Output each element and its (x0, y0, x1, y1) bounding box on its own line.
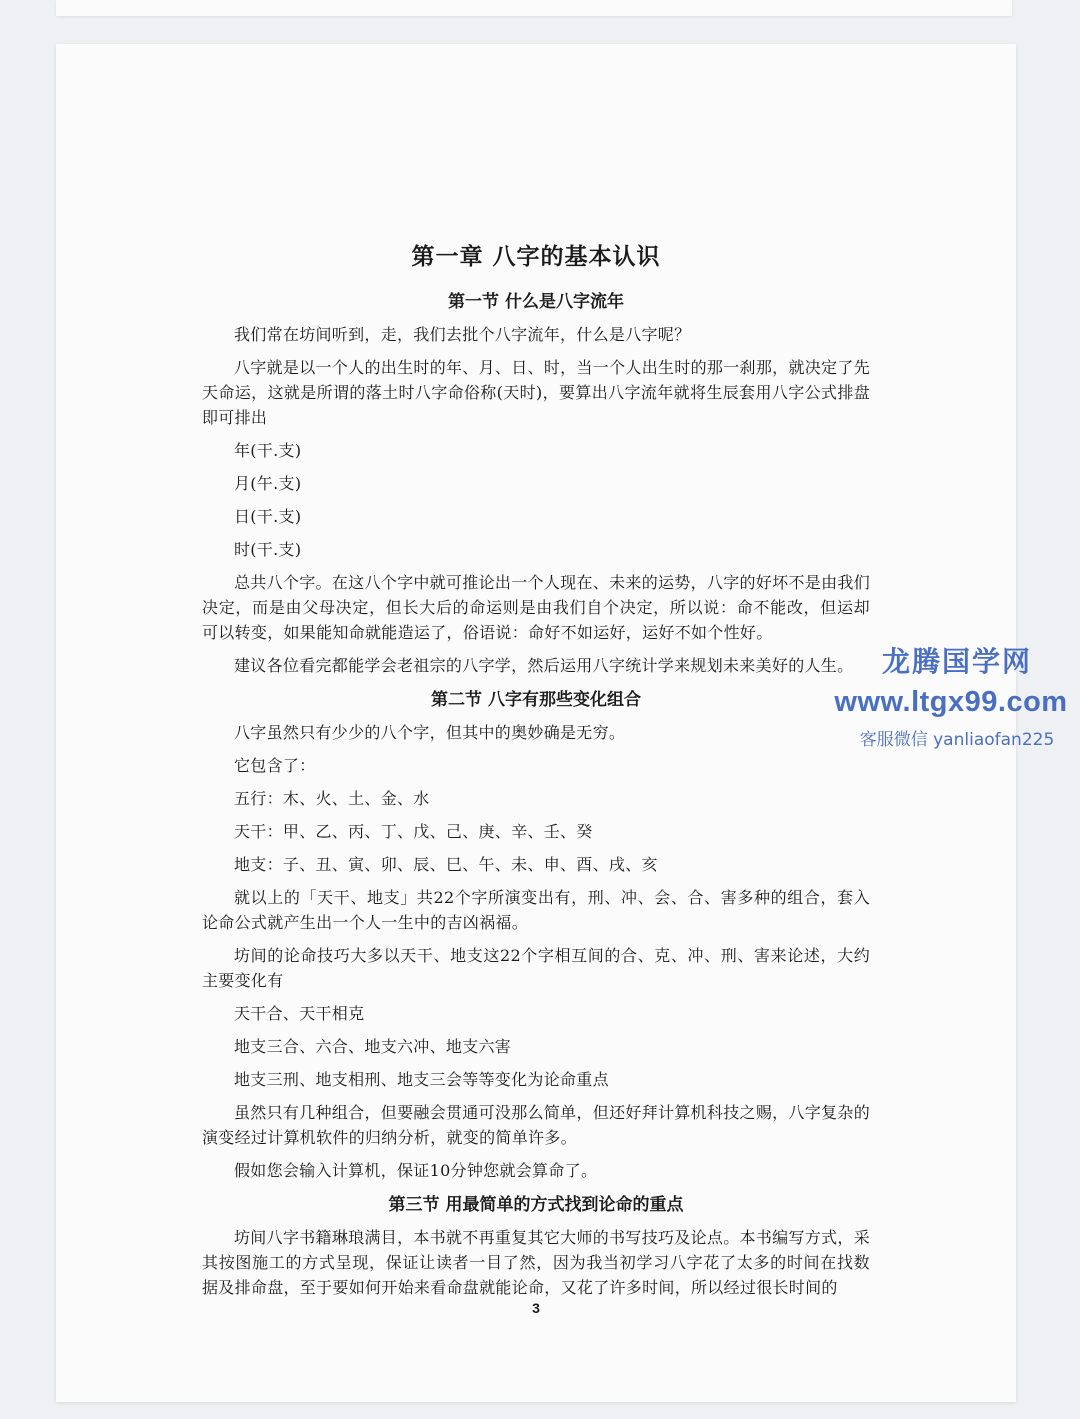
paragraph: 月(午.支) (234, 474, 302, 493)
paragraph: 假如您会输入计算机，保证10分钟您就会算命了。 (234, 1161, 598, 1180)
page-content (202, 240, 870, 1308)
paragraph: 坊间八字书籍琳琅满目，本书就不再重复其它大师的书写技巧及论点。本书编写方式，采其按图施工的方式呈现，保证让读者一目了然，因为我当初学习八字花了太多的时间在找数据及排命盘，至于要如何开始来看命盘就能论命，又花了许多时间，所以经过很长时间的 (202, 1228, 870, 1297)
section-3-title: 第三节 用最简单的方式找到论命的重点 (388, 1195, 684, 1215)
watermark (822, 640, 1080, 750)
section-2-title: 第二节 八字有那些变化组合 (431, 690, 641, 710)
paragraph: 它包含了： (234, 756, 316, 775)
paragraph: 就以上的「天干、地支」共22个字所演变出有，刑、冲、会、合、害多种的组合，套入论命公式就产生出一个人一生中的吉凶祸福。 (202, 888, 870, 932)
page-number: 3 (532, 1300, 540, 1316)
paragraph: 地支三合、六合、地支六冲、地支六害 (234, 1037, 512, 1056)
paragraph: 我们常在坊间听到，走，我们去批个八字流年，什么是八字呢？ (234, 325, 691, 344)
watermark-url: www.ltgx99.com (834, 686, 1068, 718)
paragraph: 日(干.支) (234, 507, 302, 526)
previous-page-edge (56, 0, 1012, 16)
chapter-title: 第一章 八字的基本认识 (411, 243, 661, 270)
paragraph: 坊间的论命技巧大多以天干、地支这22个字相互间的合、克、冲、刑、害来论述，大约主要变化有 (202, 946, 870, 990)
paragraph: 八字就是以一个人的出生时的年、月、日、时，当一个人出生时的那一刹那，就决定了先天命运，这就是所谓的落土时八字命俗称(天时)，要算出八字流年就将生辰套用八字公式排盘即可排出 (202, 358, 870, 427)
watermark-contact: 客服微信 yanliaofan225 (859, 730, 1055, 750)
paragraph: 天干合、天干相克 (234, 1004, 365, 1023)
paragraph: 五行：木、火、土、金、水 (234, 789, 430, 808)
paragraph: 地支：子、丑、寅、卯、辰、巳、午、未、申、酉、戌、亥 (234, 855, 658, 874)
paragraph: 虽然只有几种组合，但要融会贯通可没那么简单，但还好拜计算机科技之赐，八字复杂的演变经过计算机软件的归纳分析，就变的简单许多。 (202, 1103, 870, 1147)
paragraph: 总共八个字。在这八个字中就可推论出一个人现在、未来的运势，八字的好坏不是由我们决定，而是由父母决定，但长大后的命运则是由我们自个决定，所以说：命不能改，但运却可以转变，如果能知命就能造运了，俗语说：命好不如运好，运好不如个性好。 (202, 573, 870, 642)
paragraph: 年(干.支) (234, 441, 302, 460)
paragraph: 时(干.支) (234, 540, 302, 559)
section-1-title: 第一节 什么是八字流年 (448, 292, 624, 312)
paragraph: 地支三刑、地支相刑、地支三会等等变化为论命重点 (234, 1070, 609, 1089)
paragraph: 八字虽然只有少少的八个字，但其中的奥妙确是无穷。 (234, 723, 626, 742)
watermark-title: 龙腾国学网 (881, 645, 1032, 678)
paragraph: 建议各位看完都能学会老祖宗的八字学，然后运用八字统计学来规划未来美好的人生。 (234, 656, 854, 675)
paragraph: 天干：甲、乙、丙、丁、戊、己、庚、辛、壬、癸 (234, 822, 593, 841)
